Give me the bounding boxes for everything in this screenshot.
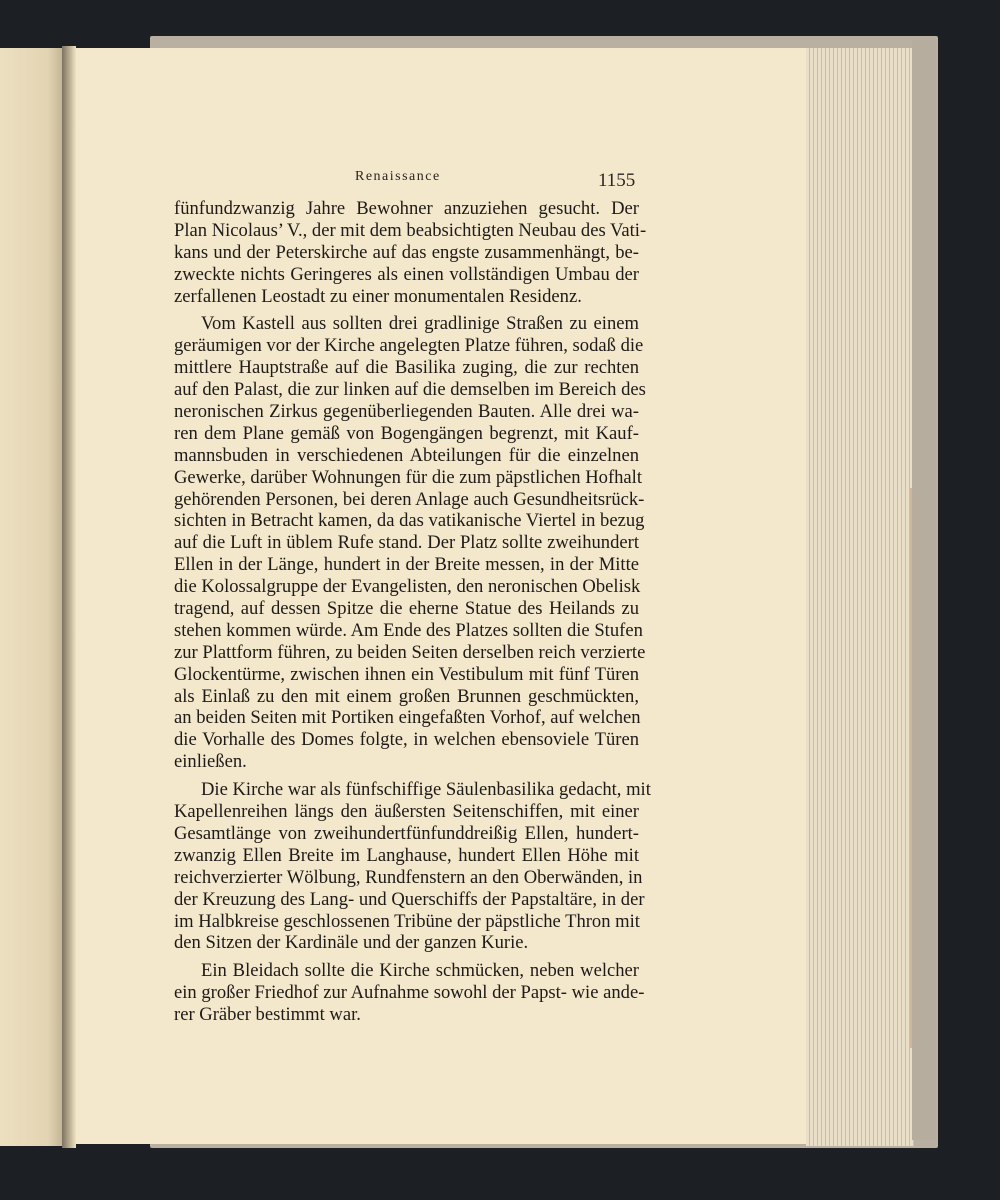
text-line: Die Kirche war als fünfschiffige Säulenbasilika gedacht, mit — [201, 779, 651, 801]
text-line: als Einlaß zu den mit einem großen Brunnen geschmückten, — [174, 685, 639, 707]
paragraph — [174, 198, 647, 307]
text-line: Glockentürme, zwischen ihnen ein Vestibulum mit fünf Türen — [174, 663, 639, 685]
text-line: einließen. — [174, 751, 247, 773]
text-line: ren dem Plane gemäß von Bogengängen begrenzt, mit Kauf- — [174, 422, 639, 444]
text-line: Vom Kastell aus sollten drei gradlinige Straßen zu einem — [201, 313, 639, 335]
text-line: zwanzig Ellen Breite im Langhause, hundert Ellen Höhe mit — [174, 844, 639, 866]
page-number: 1155 — [598, 170, 636, 191]
text-line: Gesamtlänge von zweihundertfünfunddreißig Ellen, hundert- — [174, 822, 639, 844]
text-line: zerfallenen Leostadt zu einer monumentalen Residenz. — [174, 285, 582, 307]
text-line: Gewerke, darüber Wohnungen für die zum päpstlichen Hofhalt — [174, 466, 643, 488]
paragraph — [174, 313, 646, 773]
text-line: auf die Luft in üblem Rufe stand. Der Platz sollte zweihundert — [174, 532, 639, 554]
text-line: zur Plattform führen, zu beiden Seiten derselben reich verzierte — [174, 641, 646, 663]
book-gutter — [62, 46, 76, 1148]
text-line: Ellen in der Länge, hundert in der Breite messen, in der Mitte — [174, 554, 639, 576]
text-line: zweckte nichts Geringeres als einen vollständigen Umbau der — [174, 263, 639, 285]
text-line: die Kolossalgruppe der Evangelisten, den neronischen Obelisk — [174, 576, 641, 598]
paragraph — [174, 960, 645, 1026]
text-line: Ein Bleidach sollte die Kirche schmücken, neben welcher — [201, 960, 639, 982]
running-head: Renaissance — [355, 169, 441, 184]
text-line: neronischen Zirkus gegenüberliegenden Bauten. Alle drei wa- — [174, 401, 639, 423]
text-line: reichverzierter Wölbung, Rundfenstern an den Oberwänden, in — [174, 866, 643, 888]
text-line: die Vorhalle des Domes folgte, in welchen ebensoviele Türen — [174, 729, 639, 751]
left-page — [0, 48, 68, 1146]
text-line: gehörenden Personen, bei deren Anlage auch Gesundheitsrück- — [174, 488, 645, 510]
text-line: geräumigen vor der Kirche angelegten Platze führen, sodaß die — [174, 335, 644, 357]
body-text — [174, 198, 651, 1032]
text-line: der Kreuzung des Lang- und Querschiffs der Papstaltäre, in der — [174, 888, 645, 910]
text-line: an beiden Seiten mit Portiken eingefaßten Vorhof, auf welchen — [174, 707, 641, 729]
text-line: mittlere Hauptstraße auf die Basilika zuging, die zur rechten — [174, 357, 639, 379]
text-line: tragend, auf dessen Spitze die eherne Statue des Heilands zu — [174, 598, 639, 620]
text-line: den Sitzen der Kardinäle und der ganzen Kurie. — [174, 932, 529, 954]
text-line: mannsbuden in verschiedenen Abteilungen für die einzelnen — [174, 444, 639, 466]
text-line: rer Gräber bestimmt war. — [174, 1004, 361, 1026]
text-line: auf den Palast, die zur linken auf die demselben im Bereich des — [174, 379, 646, 401]
page-block-edges — [806, 48, 914, 1146]
paragraph — [174, 779, 651, 954]
text-line: Plan Nicolaus’ V., der mit dem beabsichtigten Neubau des Vati- — [174, 219, 647, 241]
text-line: fünfundzwanzig Jahre Bewohner anzuziehen gesucht. Der — [174, 198, 639, 219]
text-line: ein großer Friedhof zur Aufnahme sowohl der Papst- wie ande- — [174, 982, 645, 1004]
book-cover-right — [912, 40, 936, 1140]
text-line: Kapellenreihen längs den äußersten Seitenschiffen, mit einer — [174, 801, 639, 823]
text-line: stehen kommen würde. Am Ende des Platzes sollten die Stufen — [174, 619, 643, 641]
text-line: im Halbkreise geschlossenen Tribüne der päpstliche Thron mit — [174, 910, 640, 932]
text-line: kans und der Peterskirche auf das engste zusammenhängt, be- — [174, 241, 639, 263]
text-line: sichten in Betracht kamen, da das vatikanische Viertel in bezug — [174, 510, 645, 532]
